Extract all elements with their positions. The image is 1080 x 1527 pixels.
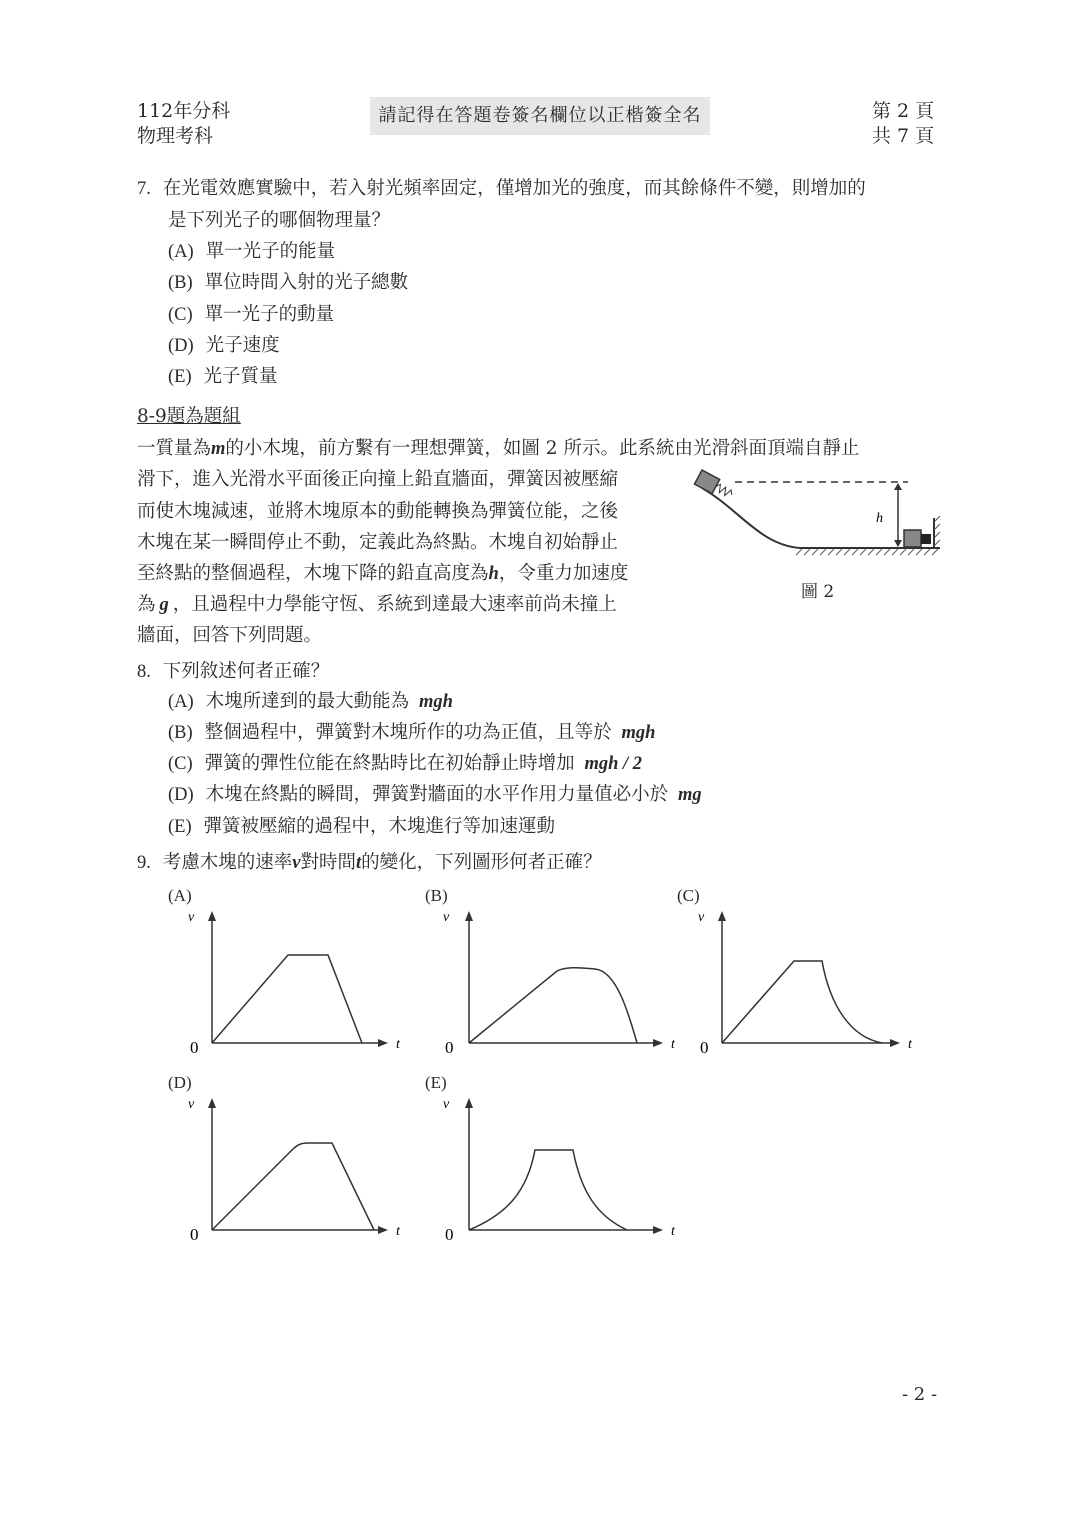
graph-a[interactable] (180, 905, 400, 1060)
text: ，令重力加速度 (498, 563, 629, 584)
header-total-pages: 共 7 頁 (872, 125, 935, 147)
option-label: (B) (168, 273, 193, 293)
text: 對時間 (300, 852, 357, 873)
option-text: 光子質量 (203, 366, 278, 387)
group-intro-line4: 木塊在某一瞬間停止不動，定義此為終點。木塊自初始靜止 (137, 532, 619, 553)
group-title: 8-9題為題組 (137, 406, 241, 427)
var-t: t (356, 853, 362, 873)
option-label: (D) (168, 336, 194, 356)
origin-label: 0 (190, 1038, 199, 1057)
text: 為 (137, 594, 156, 615)
x-axis-label: t (671, 1037, 675, 1052)
option-text: 單一光子的動量 (204, 304, 335, 325)
arrow-head-down (894, 540, 902, 547)
option-label: (C) (168, 754, 193, 774)
question-stem-line2: 是下列光子的哪個物理量？ (168, 210, 391, 231)
option-text: 彈簧被壓縮的過程中，木塊進行等加速運動 (203, 816, 556, 837)
q7-option-a[interactable] (168, 236, 335, 268)
graph-e[interactable] (437, 1092, 677, 1247)
figure-2-incline-spring-diagram (690, 460, 950, 570)
group-intro-line7: 牆面，回答下列問題。 (137, 625, 323, 646)
option-label: (D) (168, 785, 194, 805)
option-label: (B) (168, 723, 193, 743)
option-label: (A) (168, 692, 194, 712)
question-7 (137, 173, 866, 205)
x-axis-arrow (653, 1226, 663, 1234)
x-axis-arrow (890, 1039, 900, 1047)
origin-label: 0 (445, 1225, 454, 1244)
q8-option-d[interactable] (168, 779, 702, 811)
var-g: g (159, 595, 169, 615)
y-axis-label: v (443, 1097, 450, 1112)
q7-option-e[interactable] (168, 361, 278, 393)
x-axis-label: t (396, 1037, 400, 1052)
q7-option-d[interactable] (168, 330, 280, 362)
text: 一質量為 (137, 438, 212, 459)
x-axis-arrow (653, 1039, 663, 1047)
header-year-subject: 112年分科 (137, 100, 231, 122)
y-axis-label: v (698, 910, 705, 925)
y-axis-label: v (443, 910, 450, 925)
header-exam-subject: 物理考科 (137, 125, 214, 147)
option-label: (E) (168, 367, 192, 387)
y-axis-arrow (208, 911, 216, 921)
var-v: v (292, 853, 301, 873)
y-axis-arrow (465, 911, 473, 921)
x-axis-label: t (671, 1224, 675, 1239)
option-text: 單位時間入射的光子總數 (204, 272, 409, 293)
option-text: 木塊所達到的最大動能為 (205, 691, 410, 712)
option-var: mgh (418, 692, 453, 712)
y-axis-label: v (188, 1097, 195, 1112)
origin-label: 0 (445, 1038, 454, 1057)
q8-option-c[interactable] (168, 748, 642, 780)
group-intro-line5 (137, 558, 628, 590)
text: 考慮木塊的速率 (162, 852, 293, 873)
option-text: 整個過程中，彈簧對木塊所作的功為正值，且等於 (204, 722, 612, 743)
graph-b-label: (B) (425, 886, 448, 905)
graph-a-label: (A) (168, 886, 192, 905)
x-axis-label: t (908, 1037, 912, 1052)
option-label: (E) (168, 817, 192, 837)
y-axis-label: v (188, 910, 195, 925)
group-intro-line2: 滑下，進入光滑水平面後正向撞上鉛直牆面，彈簧因被壓縮 (137, 469, 619, 490)
option-label: (C) (168, 305, 193, 325)
question-8 (137, 656, 329, 688)
question-number: 9. (137, 853, 151, 873)
question-stem: 下列敘述何者正確？ (162, 661, 330, 682)
option-text: 彈簧的彈性位能在終點時比在初始靜止時增加 (204, 753, 575, 774)
question-number: 8. (137, 662, 151, 682)
option-text: 單一光子的能量 (205, 241, 336, 262)
floor-hatching (796, 549, 938, 555)
graph-b-curve (469, 968, 637, 1043)
graph-d[interactable] (180, 1092, 400, 1247)
question-stem-line1: 在光電效應實驗中，若入射光頻率固定，僅增加光的強度，而其餘條件不變，則增加的 (162, 178, 866, 199)
graph-a-curve (212, 955, 362, 1043)
block-bottom (904, 530, 921, 547)
y-axis-arrow (718, 911, 726, 921)
option-var: mgh (621, 723, 656, 743)
option-var: mgh / 2 (584, 754, 643, 774)
x-axis-label: t (396, 1224, 400, 1239)
header-page-of: 第 2 頁 (872, 100, 935, 122)
height-label: h (876, 511, 883, 526)
group-intro-line3: 而使木塊減速，並將木塊原本的動能轉換為彈簧位能，之後 (137, 501, 619, 522)
option-text: 光子速度 (205, 335, 280, 356)
origin-label: 0 (190, 1225, 199, 1244)
graph-d-curve (212, 1143, 374, 1230)
graph-c-label: (C) (677, 886, 700, 905)
y-axis-arrow (465, 1098, 473, 1108)
graph-b[interactable] (437, 905, 677, 1060)
question-9 (137, 847, 602, 879)
figure-2-caption: 圖 2 (801, 582, 835, 602)
page-number: - 2 - (902, 1384, 938, 1405)
graph-d-label: (D) (168, 1073, 192, 1092)
option-text: 木塊在終點的瞬間，彈簧對牆面的水平作用力量值必小於 (205, 784, 669, 805)
arrow-head-up (894, 483, 902, 490)
q7-option-c[interactable] (168, 299, 334, 331)
signature-notice: 請記得在答題卷簽名欄位以正楷簽全名 (370, 97, 710, 135)
question-number: 7. (137, 179, 151, 199)
group-intro-line6 (137, 589, 617, 621)
q7-option-b[interactable] (168, 267, 408, 299)
origin-label: 0 (700, 1038, 709, 1057)
graph-c[interactable] (690, 905, 925, 1060)
graph-e-label: (E) (425, 1073, 447, 1092)
compressed-spring (921, 534, 931, 544)
x-axis-arrow (378, 1226, 388, 1234)
var-h: h (488, 564, 499, 584)
var-m: m (211, 439, 226, 459)
y-axis-arrow (208, 1098, 216, 1108)
text: 的變化，下列圖形何者正確？ (361, 852, 602, 873)
q8-option-a[interactable] (168, 686, 453, 718)
text: ，且過程中力學能守恆、系統到達最大速率前尚未撞上 (172, 594, 617, 615)
graph-c-curve (722, 961, 882, 1043)
option-var: mg (677, 785, 702, 805)
x-axis-arrow (378, 1039, 388, 1047)
text: 至終點的整個過程，木塊下降的鉛直高度為 (137, 563, 489, 584)
graph-e-curve (469, 1150, 627, 1230)
option-label: (A) (168, 242, 194, 262)
q8-option-e[interactable] (168, 811, 555, 843)
text: 的小木塊，前方繫有一理想彈簧，如圖 2 所示。此系統由光滑斜面頂端自靜止 (225, 438, 860, 459)
q8-option-b[interactable] (168, 717, 655, 749)
